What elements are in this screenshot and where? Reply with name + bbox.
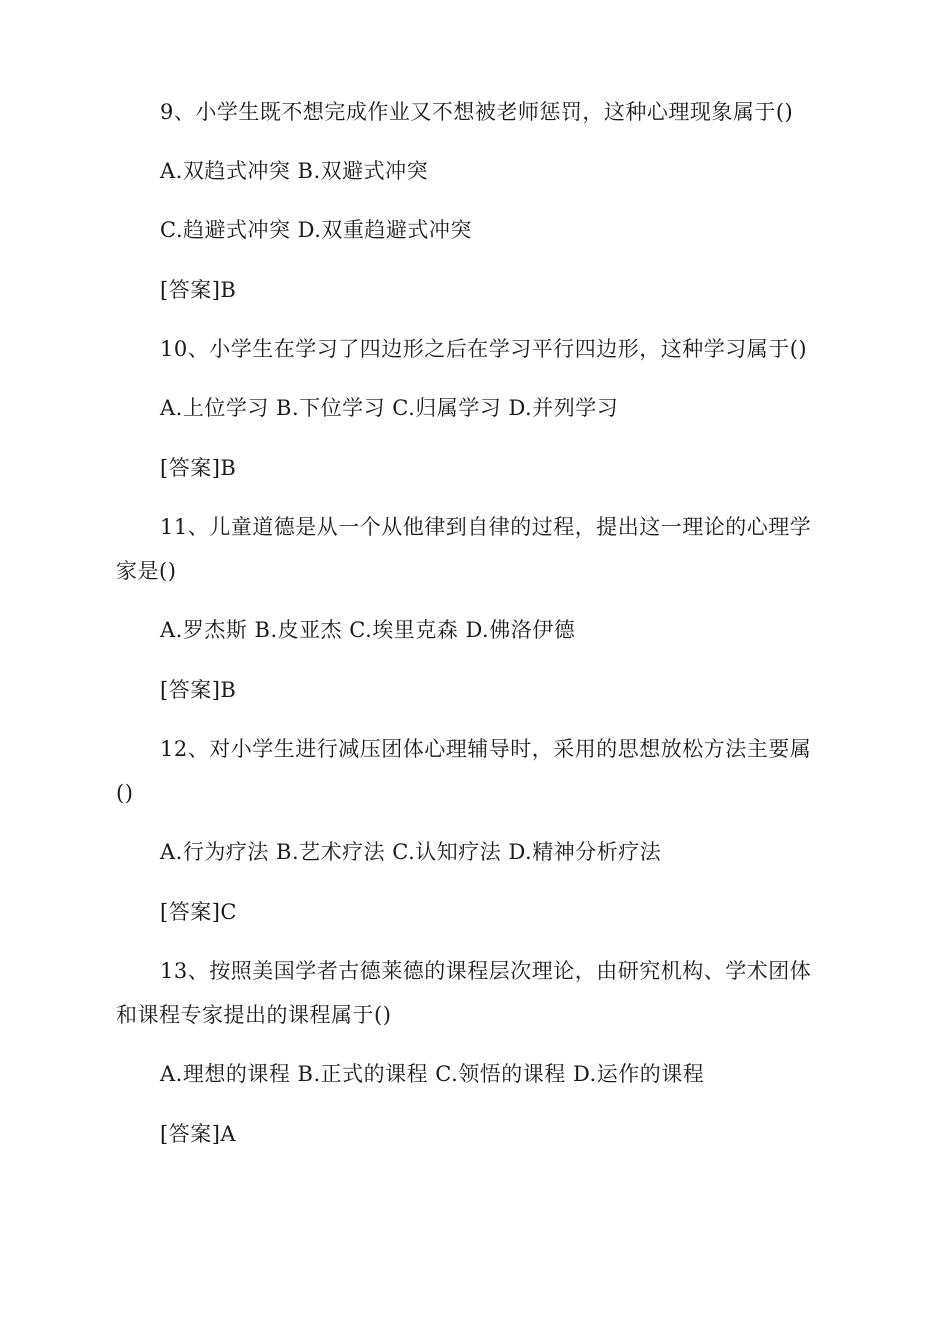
question-11-options: A.罗杰斯 B.皮亚杰 C.埃里克森 D.佛洛伊德: [160, 618, 576, 642]
question-10-answer: [答案]B: [160, 456, 237, 480]
question-12-options: A.行为疗法 B.艺术疗法 C.认知疗法 D.精神分析疗法: [160, 840, 662, 864]
question-11-stem-continued: 家是(): [116, 559, 177, 583]
question-9-options: A.双趋式冲突 B.双避式冲突: [160, 159, 429, 183]
question-13-stem-continued: 和课程专家提出的课程属于(): [116, 1003, 392, 1027]
question-11-stem: 11、儿童道德是从一个从他律到自律的过程，提出这一理论的心理学: [160, 515, 812, 539]
question-12-stem-continued: (): [116, 781, 134, 805]
question-9-options-continued: C.趋避式冲突 D.双重趋避式冲突: [160, 218, 472, 242]
question-11-answer: [答案]B: [160, 678, 237, 702]
question-12-answer: [答案]C: [160, 900, 237, 924]
question-13-answer: [答案]A: [160, 1122, 237, 1146]
question-10-options: A.上位学习 B.下位学习 C.归属学习 D.并列学习: [160, 396, 619, 420]
question-10-stem: 10、小学生在学习了四边形之后在学习平行四边形，这种学习属于(): [160, 337, 808, 361]
question-12-stem: 12、对小学生进行减压团体心理辅导时，采用的思想放松方法主要属: [160, 737, 812, 761]
question-9-stem: 9、小学生既不想完成作业又不想被老师惩罚，这种心理现象属于(): [160, 100, 794, 124]
question-13-stem: 13、按照美国学者古德莱德的课程层次理论，由研究机构、学术团体: [160, 959, 812, 983]
question-13-options: A.理想的课程 B.正式的课程 C.领悟的课程 D.运作的课程: [160, 1062, 705, 1086]
question-9-answer: [答案]B: [160, 278, 237, 302]
